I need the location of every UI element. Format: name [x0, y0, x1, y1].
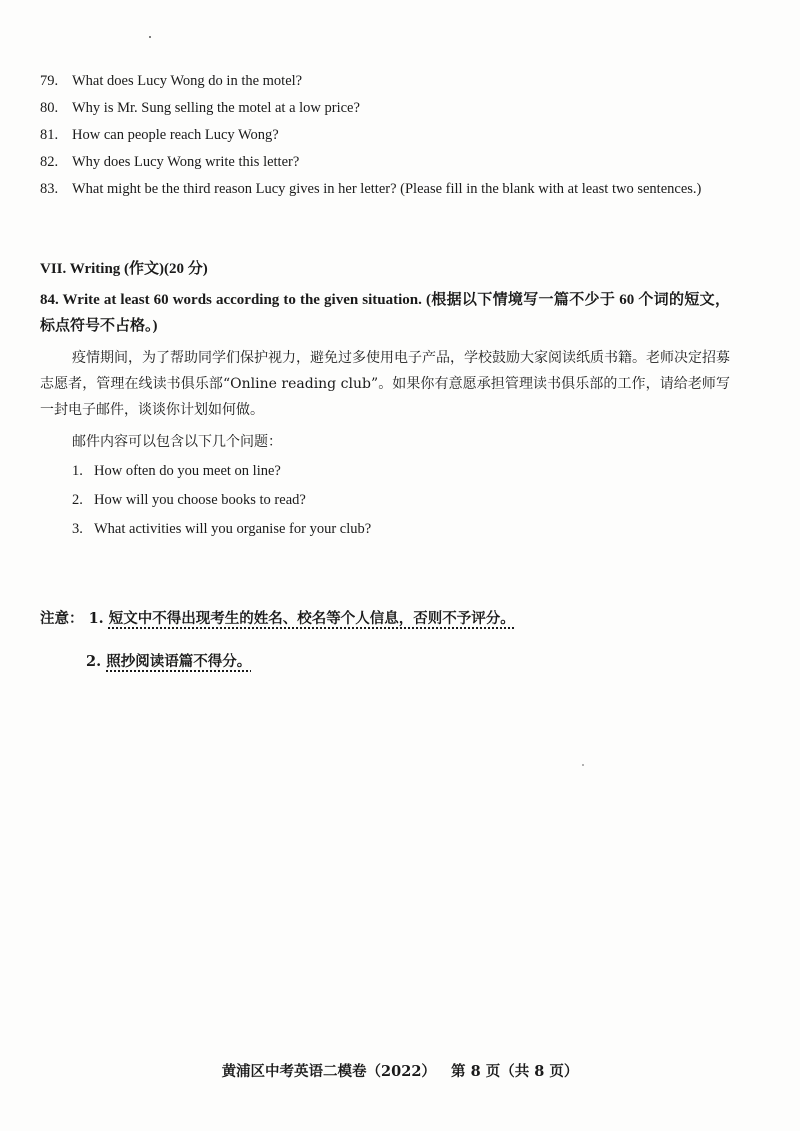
note-text: 照抄阅读语篇不得分。 — [106, 653, 252, 670]
prompt-text: What activities will you organise for your club? — [94, 521, 372, 537]
prompt-list — [72, 457, 371, 544]
note-line-2 — [86, 650, 251, 671]
question-number: 80. — [40, 100, 59, 116]
question-item — [40, 68, 730, 95]
question-text: What might be the third reason Lucy gives in her letter? (Please fill in the blank with at least two sentences.) — [72, 181, 702, 197]
prompt-item — [72, 515, 371, 544]
page-footer: 黄浦区中考英语二模卷（2022） 第 8 页（共 8 页） — [221, 1063, 579, 1080]
question-text: Why does Lucy Wong write this letter? — [72, 154, 300, 170]
question-number: 79. — [40, 73, 59, 89]
scan-speck — [582, 764, 584, 766]
note-number: 1. — [88, 610, 104, 627]
prompt-text: How will you choose books to read? — [94, 492, 306, 508]
content-intro: 邮件内容可以包含以下几个问题： — [72, 434, 282, 450]
question-item — [40, 176, 730, 202]
question-text: How can people reach Lucy Wong? — [72, 127, 279, 143]
prompt-number: 1. — [72, 463, 83, 479]
note-label: 注意： — [40, 610, 84, 627]
note-line-1 — [40, 607, 515, 628]
prompt-text: How often do you meet on line? — [94, 463, 281, 479]
note-number: 2. — [86, 653, 102, 670]
question-item — [40, 149, 730, 176]
note-text: 短文中不得出现考生的姓名、校名等个人信息，否则不予评分。 — [108, 610, 515, 627]
question-list — [40, 68, 730, 202]
question-text: What does Lucy Wong do in the motel? — [72, 73, 303, 89]
question-text: Why is Mr. Sung selling the motel at a low price? — [72, 100, 360, 116]
prompt-number: 2. — [72, 492, 83, 508]
prompt-item — [72, 486, 371, 515]
scan-speck — [149, 36, 151, 38]
prompt-item — [72, 457, 371, 486]
prompt-number: 3. — [72, 521, 83, 537]
question-number: 83. — [40, 181, 59, 197]
question-item — [40, 95, 730, 122]
section-title: VII. Writing (作文)(20 分) — [40, 261, 208, 277]
question-item — [40, 122, 730, 149]
question-number: 82. — [40, 154, 59, 170]
question-number: 81. — [40, 127, 59, 143]
writing-task-title: 84. Write at least 60 words according to the given situation. (根据以下情境写一篇不少于 60 个词的短文，标点符号不占格。) — [40, 292, 730, 334]
situation-paragraph: 疫情期间，为了帮助同学们保护视力，避免过多使用电子产品，学校鼓励大家阅读纸质书籍。老师决定招募志愿者，管理在线读书俱乐部“Online reading club”。如果你有意愿承担管理读书俱乐部的工作，请给老师写一封电子邮件，谈谈你计划如何做。 — [40, 350, 730, 418]
